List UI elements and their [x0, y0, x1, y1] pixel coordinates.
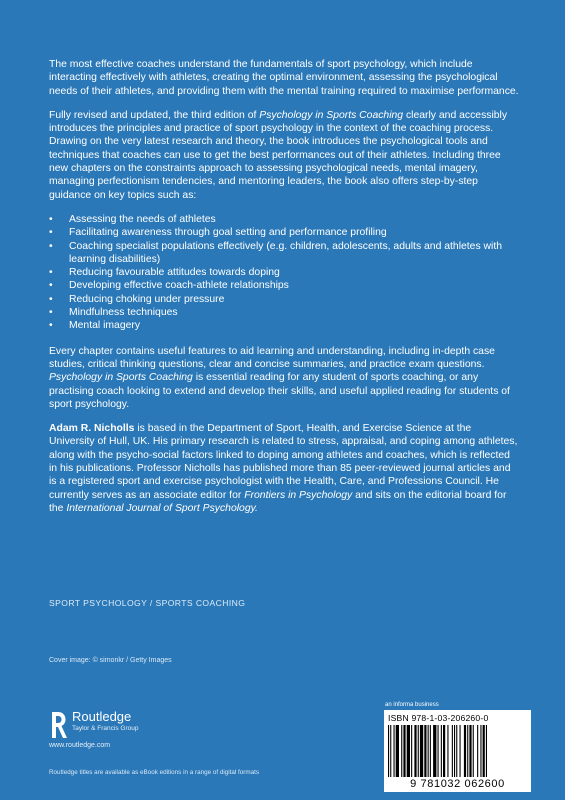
bullet-icon: •: [49, 267, 53, 279]
isbn-label: ISBN 978-1-03-206260-0: [388, 713, 489, 723]
publisher-name: Routledge: [72, 709, 132, 724]
barcode-digits: 9 781032 062600: [410, 778, 505, 790]
journal-title: International Journal of Sport Psychology.: [66, 502, 258, 514]
bullet-icon: •: [49, 293, 53, 305]
publisher-wordmark: [72, 710, 138, 734]
features-paragraph: [49, 345, 519, 411]
publisher-group: Taylor & Francis Group: [72, 725, 139, 732]
list-item: [49, 306, 519, 319]
list-item-text: Reducing favourable attitudes towards doping: [69, 267, 280, 279]
topics-list: [49, 213, 519, 333]
list-item-text: Mental imagery: [69, 320, 141, 332]
routledge-r-icon: [49, 710, 67, 740]
bullet-icon: •: [49, 307, 53, 319]
book-title-italic: Psychology in Sports Coaching: [49, 372, 193, 384]
author-bio-text-2: and sits on the editorial board for the: [49, 489, 507, 514]
features-text-2: is essential reading for any student of sports coaching, or any practising coach looking to extend and develop their skills, and useful applied reading for students of sport psychology.: [49, 372, 510, 410]
intro-paragraph: The most effective coaches understand the fundamentals of sport psychology, which include interacting effectively with athletes, creating the optimal environment, assessing the psychological needs of their athletes, and providing them with the mental training required to maximise performance.: [49, 59, 519, 97]
bullet-icon: •: [49, 280, 53, 292]
list-item-text: Assessing the needs of athletes: [69, 213, 216, 225]
barcode-icon: [388, 725, 527, 777]
book-title-italic: Psychology in Sports Coaching: [259, 109, 404, 121]
list-item: [49, 213, 519, 226]
journal-title: Frontiers in Psychology: [244, 489, 353, 501]
list-item: [49, 226, 519, 239]
author-name: Adam R. Nicholls: [49, 423, 135, 435]
list-item-text: Coaching specialist populations effectively (e.g. children, adolescents, adults and athletes with learning disabilities): [69, 240, 503, 265]
author-bio-text-1: is based in the Department of Sport, Health, and Exercise Science at the University of Hull, UK. His primary research is related to stress, appraisal, and coping among athletes, along with the psycho-social factors linked to doping among athletes and coaches, which is reflected in his publications. Professor Nicholls has published more than 85 peer-reviewed journal articles and is a registered sport and exercise psychologist with the Health, Care, and Professions Council. He currently serves as an associate editor for: [49, 423, 518, 501]
list-item: [49, 293, 519, 306]
subject-category: SPORT PSYCHOLOGY / SPORTS COACHING: [49, 598, 246, 608]
author-bio: [49, 422, 519, 515]
list-item-text: Mindfulness techniques: [69, 307, 178, 319]
list-item: [49, 240, 519, 267]
publisher-website[interactable]: www.routledge.com: [49, 742, 111, 749]
list-item-text: Facilitating awareness through goal setting and performance profiling: [69, 227, 387, 239]
bullet-icon: •: [49, 213, 53, 225]
list-item: [49, 266, 519, 279]
edition-text-2: clearly and accessibly introduces the principles and practice of sport psychology in the context of the coaching process. Drawing on the very latest research and theory, the book introduces the psychological tools and techniques that coaches can use to get the best performances out of their athletes. Including three new chapters on the constraints approach to assessing psychological needs, mental imagery, managing perfectionism tendencies, and mentoring leaders, the book also offers step-by-step guidance on key topics such as:: [49, 109, 508, 201]
publisher-logo: [49, 710, 138, 740]
bullet-icon: •: [49, 320, 53, 332]
informa-tagline: an informa business: [385, 702, 439, 708]
list-item: [49, 319, 519, 332]
features-text-1: Every chapter contains useful features to aid learning and understanding, including in-depth case studies, critical thinking questions, clear and concise summaries, and practice exam questions.: [49, 345, 495, 370]
back-cover-blurb: [49, 58, 519, 526]
barcode-panel: [384, 710, 531, 792]
bullet-icon: •: [49, 227, 53, 239]
cover-image-credit: Cover image: © simonkr / Getty Images: [49, 657, 172, 664]
list-item-text: Reducing choking under pressure: [69, 293, 225, 305]
ebook-note: Routledge titles are available as eBook editions in a range of digital formats: [49, 769, 260, 776]
edition-paragraph: [49, 109, 519, 202]
list-item: [49, 279, 519, 292]
list-item-text: Developing effective coach-athlete relationships: [69, 280, 289, 292]
edition-text-1: Fully revised and updated, the third edition of: [49, 109, 260, 121]
bullet-icon: •: [49, 240, 53, 252]
